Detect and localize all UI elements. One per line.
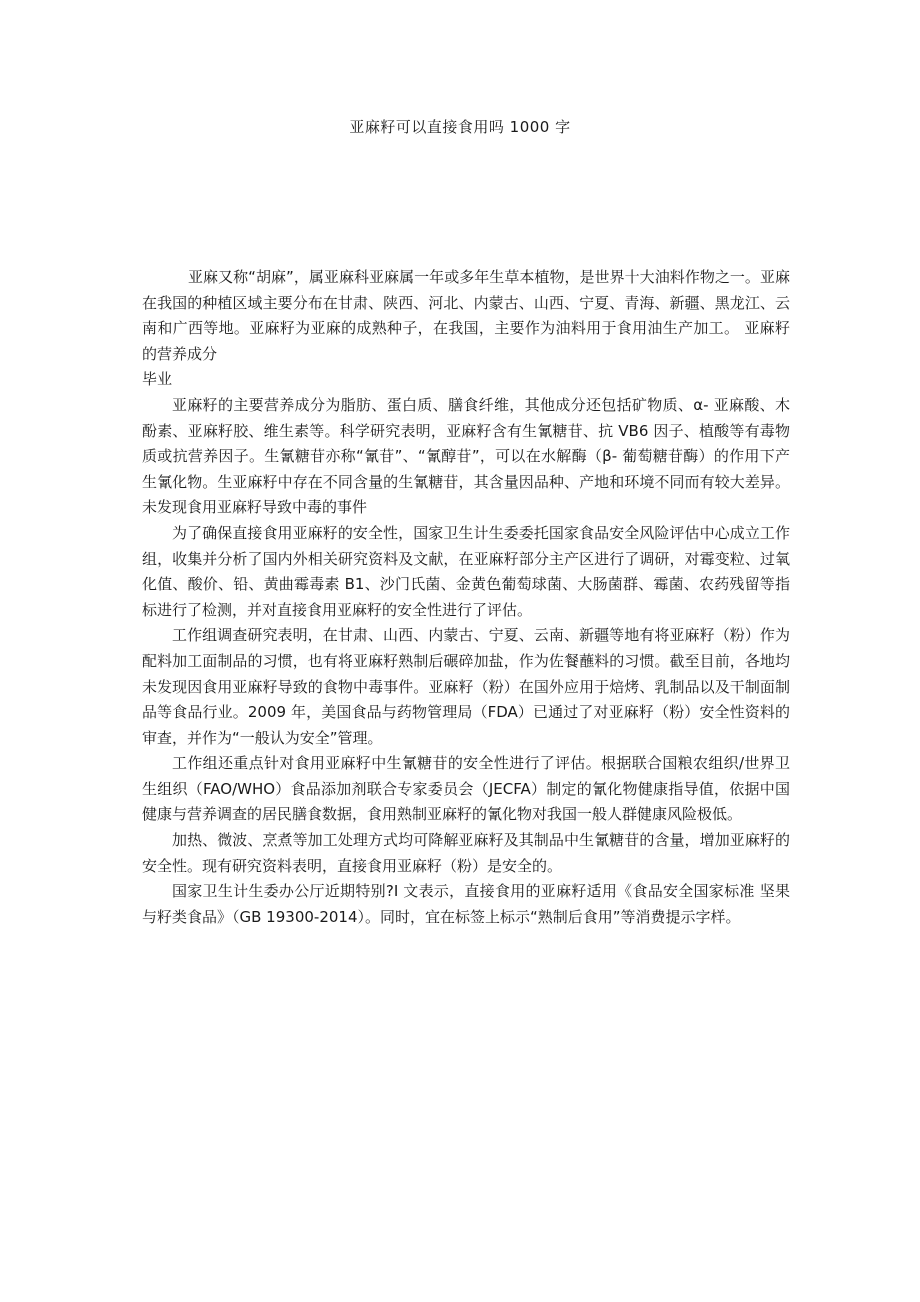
- paragraph-nutrition: 亚麻籽的主要营养成分为脂肪、蛋白质、膳食纤维，其他成分还包括矿物质、α- 亚麻酸、木酚素、亚麻籽胶、维生素等。科学研究表明，亚麻籽含有生氰糖苷、抗 VB6 因子、植酸等有毒物质或抗营养因子。生氰糖苷亦称“氰苷”、“氰醇苷”，可以在水解酶（β- 葡萄糖苷酶）的作用下产生氰化物。生亚麻籽中存在不同含量的生氰糖苷，其含量因品种、产地和环境不同而有较大差异。 未发现食用亚麻籽导致中毒的事件: [142, 395, 790, 517]
- paragraph-cyanide-assessment: 工作组还重点针对食用亚麻籽中生氰糖苷的安全性进行了评估。根据联合国粮农组织/世界卫生组织（FAO/WHO）食品添加剂联合专家委员会（JECFA）制定的氰化物健康指导值，依据中国健康与营养调查的居民膳食数据，食用熟制亚麻籽的氰化物对我国一般人群健康风险极低。: [142, 754, 790, 824]
- paragraph-notice: 国家卫生计生委办公厅近期特别?I 文表示，直接食用的亚麻籽适用《食品安全国家标准 坚果与籽类食品》（GB 19300-2014）。同时，宜在标签上标示“熟制后食用”等消费提示字样。: [142, 882, 790, 926]
- paragraph-stray-word: 毕业: [142, 370, 173, 389]
- paragraph-intro: 亚麻又称“胡麻”，属亚麻科亚麻属一年或多年生草本植物，是世界十大油料作物之一。亚麻在我国的种植区域主要分布在甘肃、陕西、河北、内蒙古、山西、宁夏、青海、新疆、黑龙江、云南和广西等地。亚麻籽为亚麻的成熟种子，在我国，主要作为油料用于食用油生产加工。 亚麻籽的营养成分: [142, 268, 790, 363]
- document-body: [142, 265, 790, 930]
- paragraph-processing: 加热、微波、烹煮等加工处理方式均可降解亚麻籽及其制品中生氰糖苷的含量，增加亚麻籽的安全性。现有研究资料表明，直接食用亚麻籽（粉）是安全的。: [142, 831, 790, 875]
- paragraph-survey: 工作组调查研究表明，在甘肃、山西、内蒙古、宁夏、云南、新疆等地有将亚麻籽（粉）作为配料加工面制品的习惯，也有将亚麻籽熟制后碾碎加盐，作为佐餐蘸料的习惯。截至目前，各地均未发现因食用亚麻籽导致的食物中毒事件。亚麻籽（粉）在国外应用于焙烤、乳制品以及干制面制品等食品行业。2009 年，美国食品与药物管理局（FDA）已通过了对亚麻籽（粉）安全性资料的审查，并作为“一般认为安全”管理。: [142, 626, 790, 747]
- paragraph-working-group: 为了确保直接食用亚麻籽的安全性，国家卫生计生委委托国家食品安全风险评估中心成立工作组，收集并分析了国内外相关研究资料及文献，在亚麻籽部分主产区进行了调研，对霉变粒、过氧化值、酸价、铅、黄曲霉毒素 B1、沙门氏菌、金黄色葡萄球菌、大肠菌群、霉菌、农药残留等指标进行了检测，并对直接食用亚麻籽的安全性进行了评估。: [142, 523, 790, 619]
- document-title: 亚麻籽可以直接食用吗 1000 字: [349, 118, 571, 136]
